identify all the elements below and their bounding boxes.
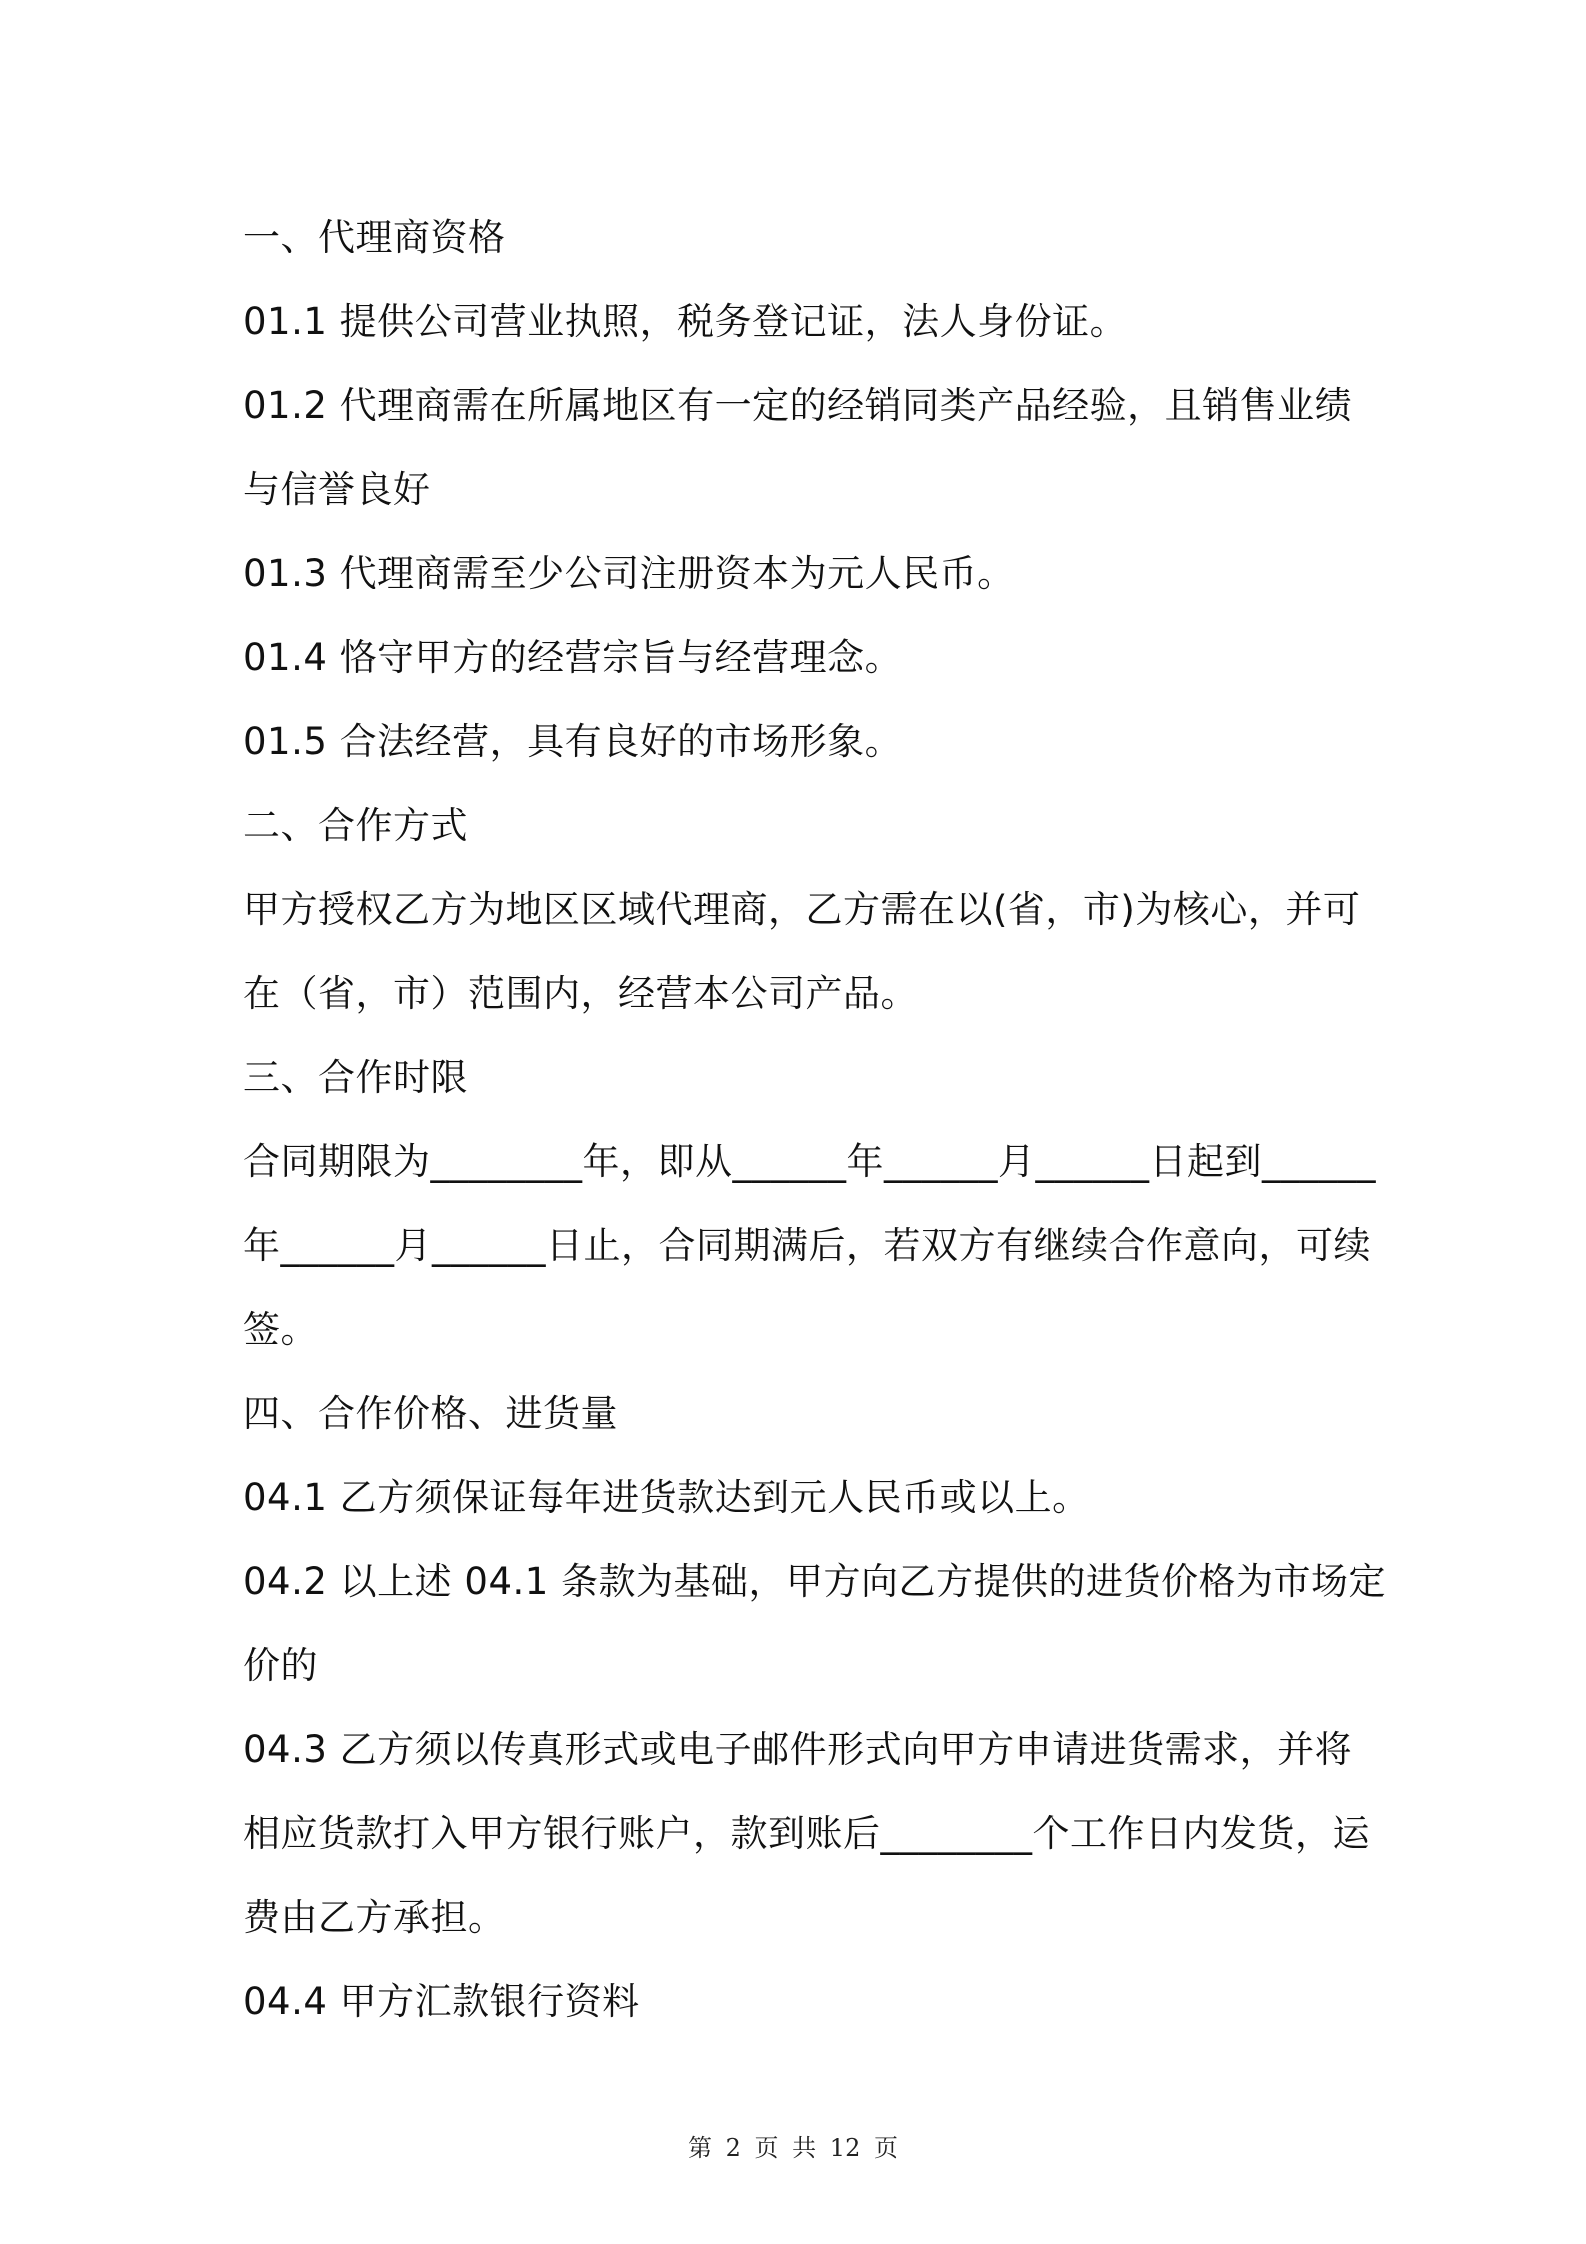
clause-text: 01.1 提供公司营业执照，税务登记证，法人身份证。 (243, 300, 1128, 343)
clause-text: 相应货款打入甲方银行账户，款到账后________个工作日内发货，运 (243, 1812, 1370, 1855)
clause-text: 01.2 代理商需在所属地区有一定的经销同类产品经验，且销售业绩 (243, 384, 1353, 427)
paragraph-text: 合同期限为________年，即从______年______月______日起到______ (243, 1140, 1376, 1183)
section-heading: 二、合作方式 (243, 804, 468, 847)
clause-text: 01.4 恪守甲方的经营宗旨与经营理念。 (243, 636, 903, 679)
section-heading: 四、合作价格、进货量 (243, 1392, 618, 1435)
clause-text: 04.3 乙方须以传真形式或电子邮件形式向甲方申请进货需求，并将 (243, 1728, 1353, 1771)
paragraph-text: 年______月______日止，合同期满后，若双方有继续合作意向，可续 (243, 1224, 1371, 1267)
section-heading: 三、合作时限 (243, 1056, 468, 1099)
clause-text: 04.2 以上述 04.1 条款为基础，甲方向乙方提供的进货价格为市场定 (243, 1560, 1387, 1603)
document-body (243, 196, 1387, 2044)
paragraph-text: 签。 (243, 1308, 318, 1351)
clause-text: 价的 (243, 1644, 318, 1687)
clause-text: 费由乙方承担。 (243, 1896, 506, 1939)
clause-text: 01.3 代理商需至少公司注册资本为元人民币。 (243, 552, 1015, 595)
clause-text: 01.5 合法经营，具有良好的市场形象。 (243, 720, 903, 763)
page-number-footer: 第 2 页 共 12 页 (688, 2134, 898, 2162)
clause-text: 与信誉良好 (243, 468, 431, 511)
clause-text: 04.1 乙方须保证每年进货款达到元人民币或以上。 (243, 1476, 1090, 1519)
paragraph-text: 在（省，市）范围内，经营本公司产品。 (243, 972, 918, 1015)
section-heading: 一、代理商资格 (243, 216, 506, 259)
paragraph-text: 甲方授权乙方为地区区域代理商，乙方需在以(省，市)为核心，并可 (243, 888, 1361, 931)
clause-text: 04.4 甲方汇款银行资料 (243, 1980, 640, 2023)
